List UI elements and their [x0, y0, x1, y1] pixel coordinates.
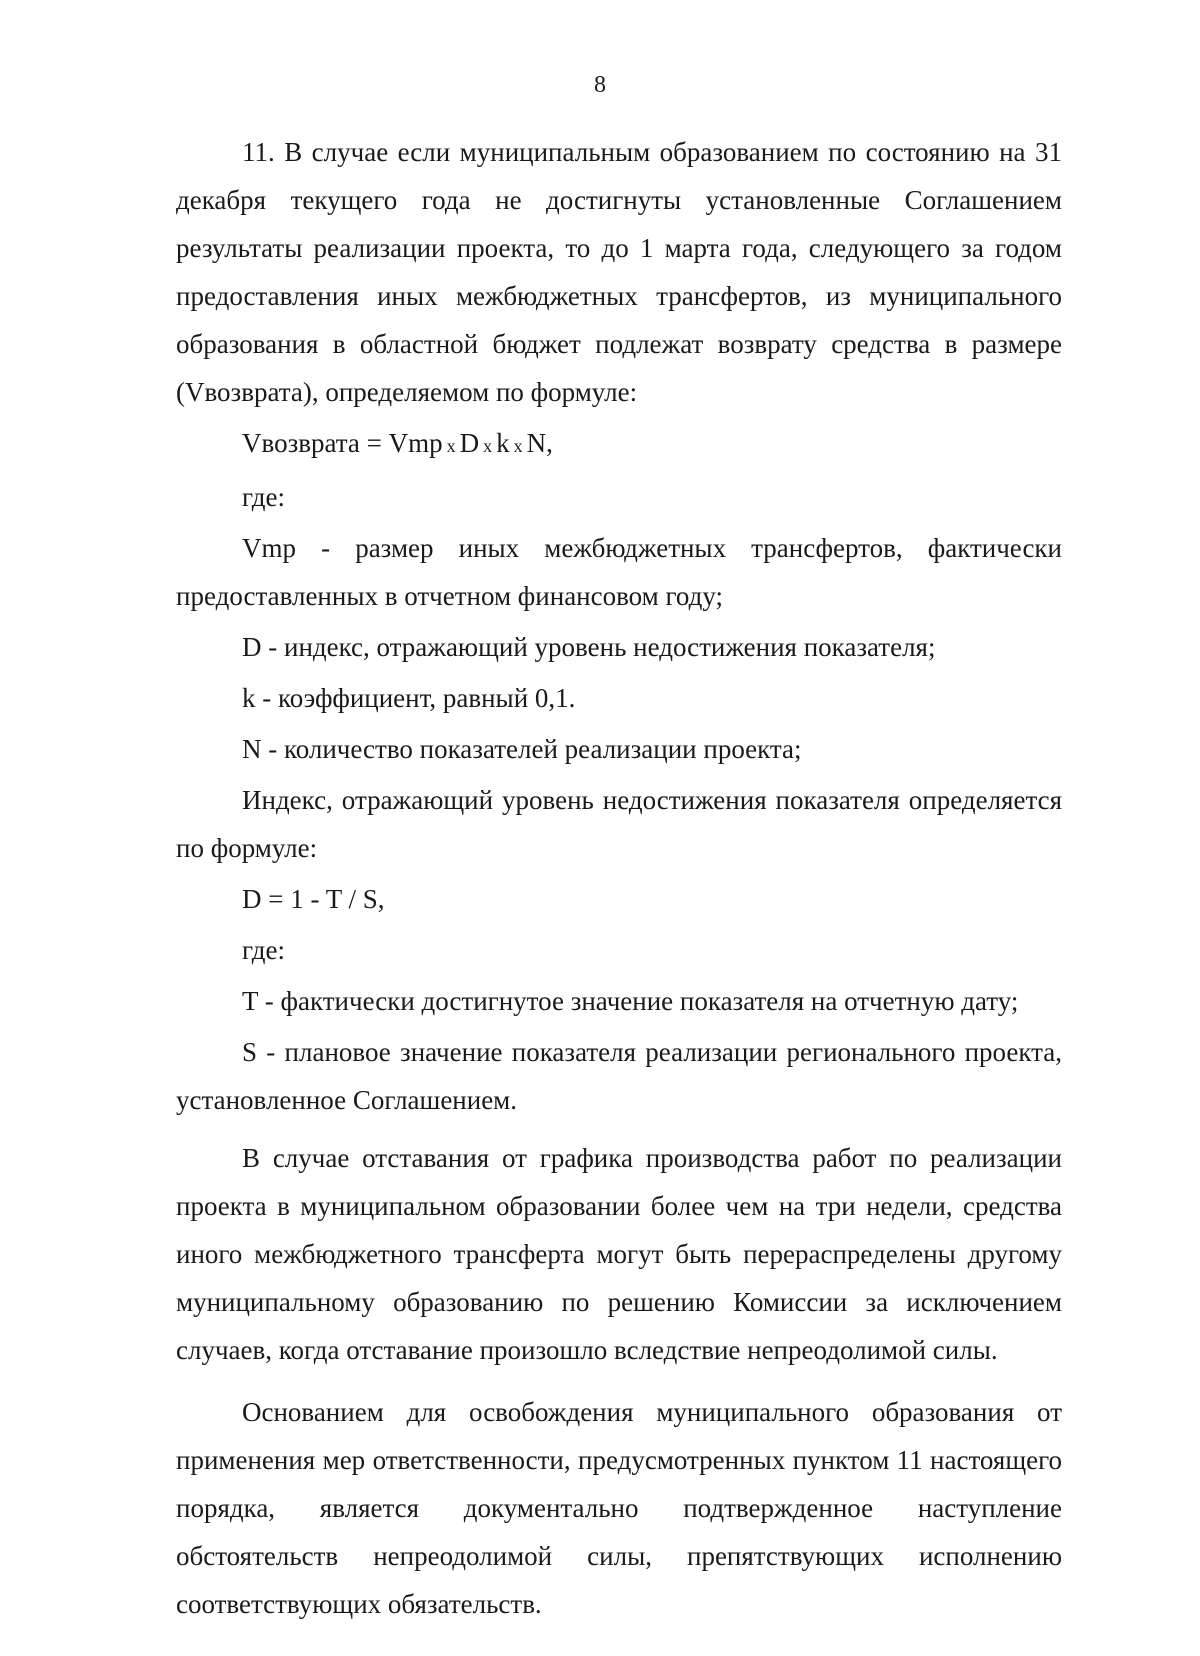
index-intro: Индекс, отражающий уровень недостижения показателя определяется по формуле: — [176, 785, 1062, 863]
paragraph-item-11: 11. В случае если муниципальным образованием по состоянию на 31 декабря текущего года не достигнуты установленные Соглашением результаты реализации проекта, то до 1 марта года, следующего за годом предоставления иных межбюджетных трансфертов, из муниципального образования в областной бюджет подлежат возврату средства в размере (Vвозврата), определяемом по формуле: — [176, 137, 1062, 407]
formula-index: D = 1 - T / S, — [242, 884, 385, 914]
formula-k: k — [496, 428, 510, 458]
formula-d: D — [459, 428, 480, 458]
multiply-sign: x — [483, 436, 493, 456]
multiply-sign: x — [513, 436, 523, 456]
formula-n: N, — [526, 428, 553, 458]
definition-d: D - индекс, отражающий уровень недостижения показателя; — [242, 632, 936, 662]
paragraph-schedule-lag: В случае отставания от графика производства работ по реализации проекта в муниципальном образовании более чем на три недели, средства иного межбюджетного трансферта могут быть перераспределены другому муниципальному образованию по решению Комиссии за исключением случаев, когда отставание произошло вследствие непреодолимой силы. — [176, 1143, 1062, 1365]
definition-n: N - количество показателей реализации проекта; — [242, 734, 802, 764]
definition-vmp: Vmp - размер иных межбюджетных трансфертов, фактически предоставленных в отчетном финансовом году; — [176, 533, 1062, 611]
where-label: где: — [242, 482, 285, 512]
where-label: где: — [242, 935, 285, 965]
document-body — [176, 128, 1062, 1628]
paragraph-force-majeure: Основанием для освобождения муниципального образования от применения мер ответственности, предусмотренных пунктом 11 настоящего порядка, является документально подтвержденное наступление обстоятельств непреодолимой силы, препятствующих исполнению соответствующих обязательств. — [176, 1397, 1062, 1619]
formula-return-amount — [176, 419, 1062, 470]
definition-t: T - фактически достигнутое значение показателя на отчетную дату; — [242, 986, 1019, 1016]
definition-s: S - плановое значение показателя реализации регионального проекта, установленное Соглашением. — [176, 1037, 1062, 1115]
definition-k: k - коэффициент, равный 0,1. — [242, 683, 576, 713]
multiply-sign: x — [446, 436, 456, 456]
page-number: 8 — [594, 72, 606, 98]
formula-lhs: Vвозврата = Vmp — [242, 428, 443, 458]
